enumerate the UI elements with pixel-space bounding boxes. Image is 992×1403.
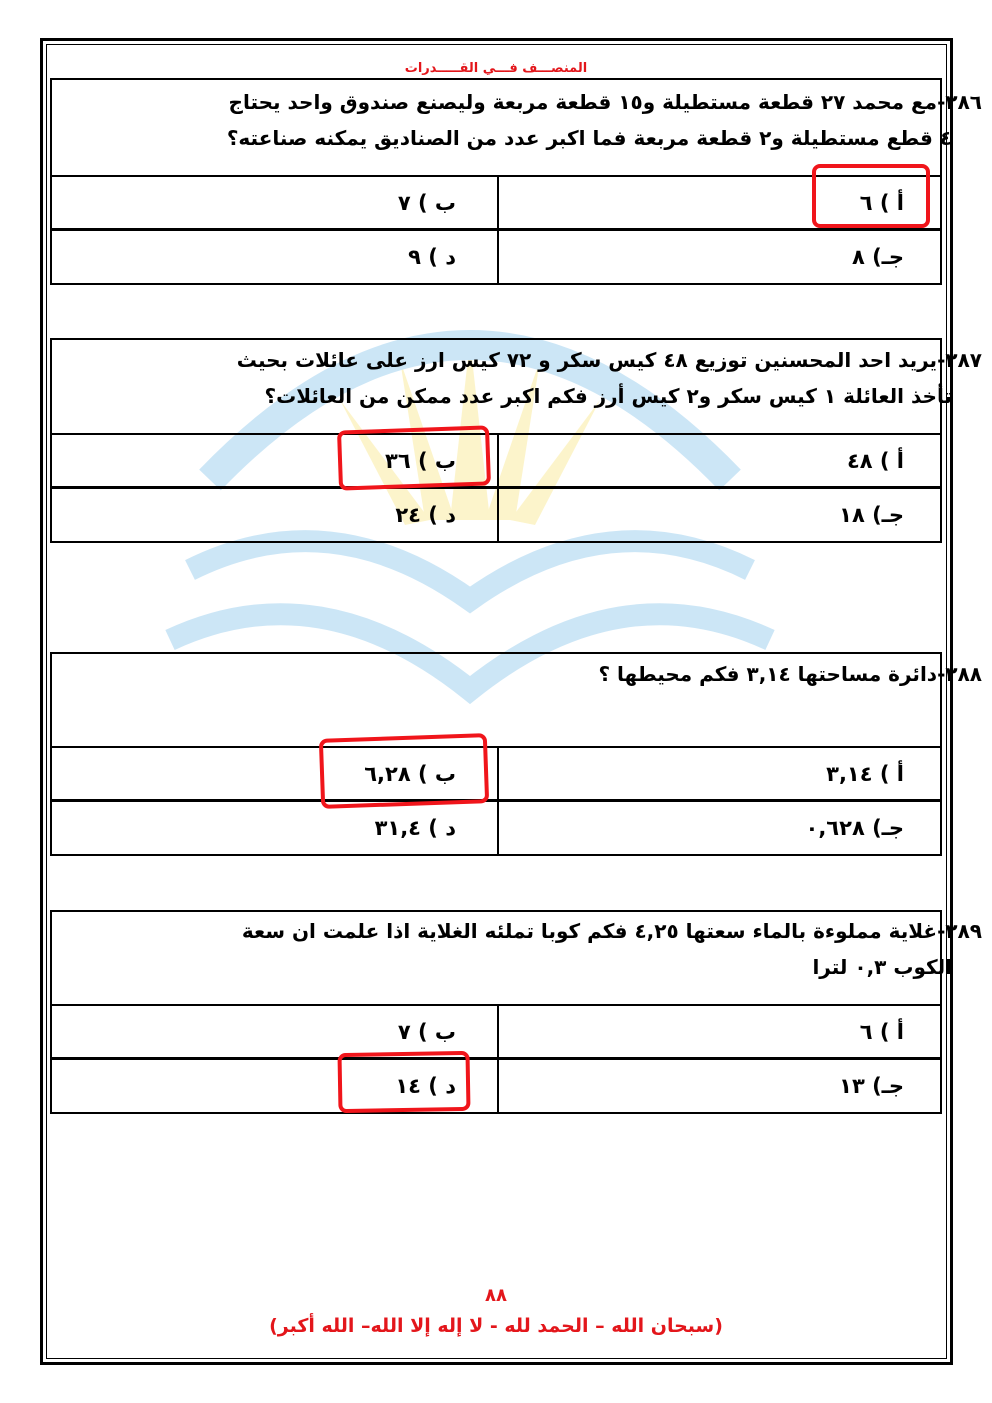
question-line-1: يريد احد المحسنين توزيع ٤٨ كيس سكر و ٧٢ كيس ارز على عائلات بحيث: [236, 348, 938, 372]
option-c[interactable]: جـ) ٠,٦٢٨: [805, 816, 904, 840]
question-286-options-row-1: [50, 175, 942, 230]
question-number: ٢٨٩-: [937, 919, 982, 943]
question-287-options-row-1: [50, 433, 942, 488]
options-divider: [497, 802, 499, 854]
options-divider: [497, 1060, 499, 1112]
options-divider: [497, 1006, 499, 1057]
question-286-text: [10, 84, 982, 156]
question-number: ٢٨٨-: [937, 662, 982, 686]
footer-dhikr: (سبحان الله – الحمد لله - لا إله إلا الله– الله أكبر): [269, 1315, 723, 1337]
option-a[interactable]: أ ) ٦: [859, 190, 904, 215]
option-d[interactable]: د ) ٢٤: [395, 503, 456, 527]
option-c[interactable]: جـ) ٨: [851, 245, 904, 269]
question-287-text: [10, 342, 982, 414]
option-b[interactable]: ب ) ٦,٢٨: [364, 761, 456, 786]
option-a[interactable]: أ ) ٤٨: [846, 448, 904, 473]
option-b[interactable]: ب ) ٧: [397, 190, 456, 215]
option-b[interactable]: ب ) ٣٦: [385, 448, 456, 473]
question-288-text: [10, 656, 982, 692]
question-289-text: [10, 913, 982, 985]
options-divider: [497, 435, 499, 486]
options-divider: [497, 489, 499, 541]
question-line-1: غلاية مملوءة بالماء سعتها ٤,٢٥ فكم كوبا تملئه الغلاية اذا علمت ان سعة: [241, 919, 938, 943]
option-b[interactable]: ب ) ٧: [397, 1019, 456, 1044]
question-line-1: دائرة مساحتها ٣,١٤ فكم محيطها ؟: [598, 662, 938, 686]
options-divider: [497, 177, 499, 228]
question-line-1: مع محمد ٢٧ قطعة مستطيلة و١٥ قطعة مربعة وليصنع صندوق واحد يحتاج: [228, 90, 938, 114]
option-c[interactable]: جـ) ١٨: [839, 503, 904, 527]
question-line-2: ٤ قطع مستطيلة و٢ قطعة مربعة فما اكبر عدد من الصناديق يمكنه صناعته؟: [226, 126, 952, 150]
question-288-options-row-2: [50, 801, 942, 856]
question-289-options-row-2: [50, 1059, 942, 1114]
question-288-options-row-1: [50, 746, 942, 801]
option-a[interactable]: أ ) ٦: [859, 1019, 904, 1044]
option-d[interactable]: د ) ٩: [408, 245, 456, 269]
header-title: المنصـــف فـــي القـــــدرات: [404, 61, 588, 76]
options-divider: [497, 231, 499, 283]
option-d[interactable]: د ) ٣١,٤: [374, 816, 456, 840]
option-c[interactable]: جـ) ١٣: [839, 1074, 904, 1098]
options-divider: [497, 748, 499, 799]
question-289-options-row-1: [50, 1004, 942, 1059]
question-line-2: الكوب ٠,٣ لترا: [812, 955, 952, 979]
option-d[interactable]: د ) ١٤: [395, 1074, 456, 1098]
option-a[interactable]: أ ) ٣,١٤: [826, 761, 904, 786]
question-number: ٢٨٦-: [937, 90, 982, 114]
question-287-options-row-2: [50, 488, 942, 543]
question-number: ٢٨٧-: [937, 348, 982, 372]
question-line-2: تأخذ العائلة ١ كيس سكر و٢ كيس أرز فكم اكبر عدد ممكن من العائلات؟: [264, 384, 952, 408]
page-number: ٨٨: [485, 1285, 507, 1306]
question-286-options-row-2: [50, 230, 942, 285]
